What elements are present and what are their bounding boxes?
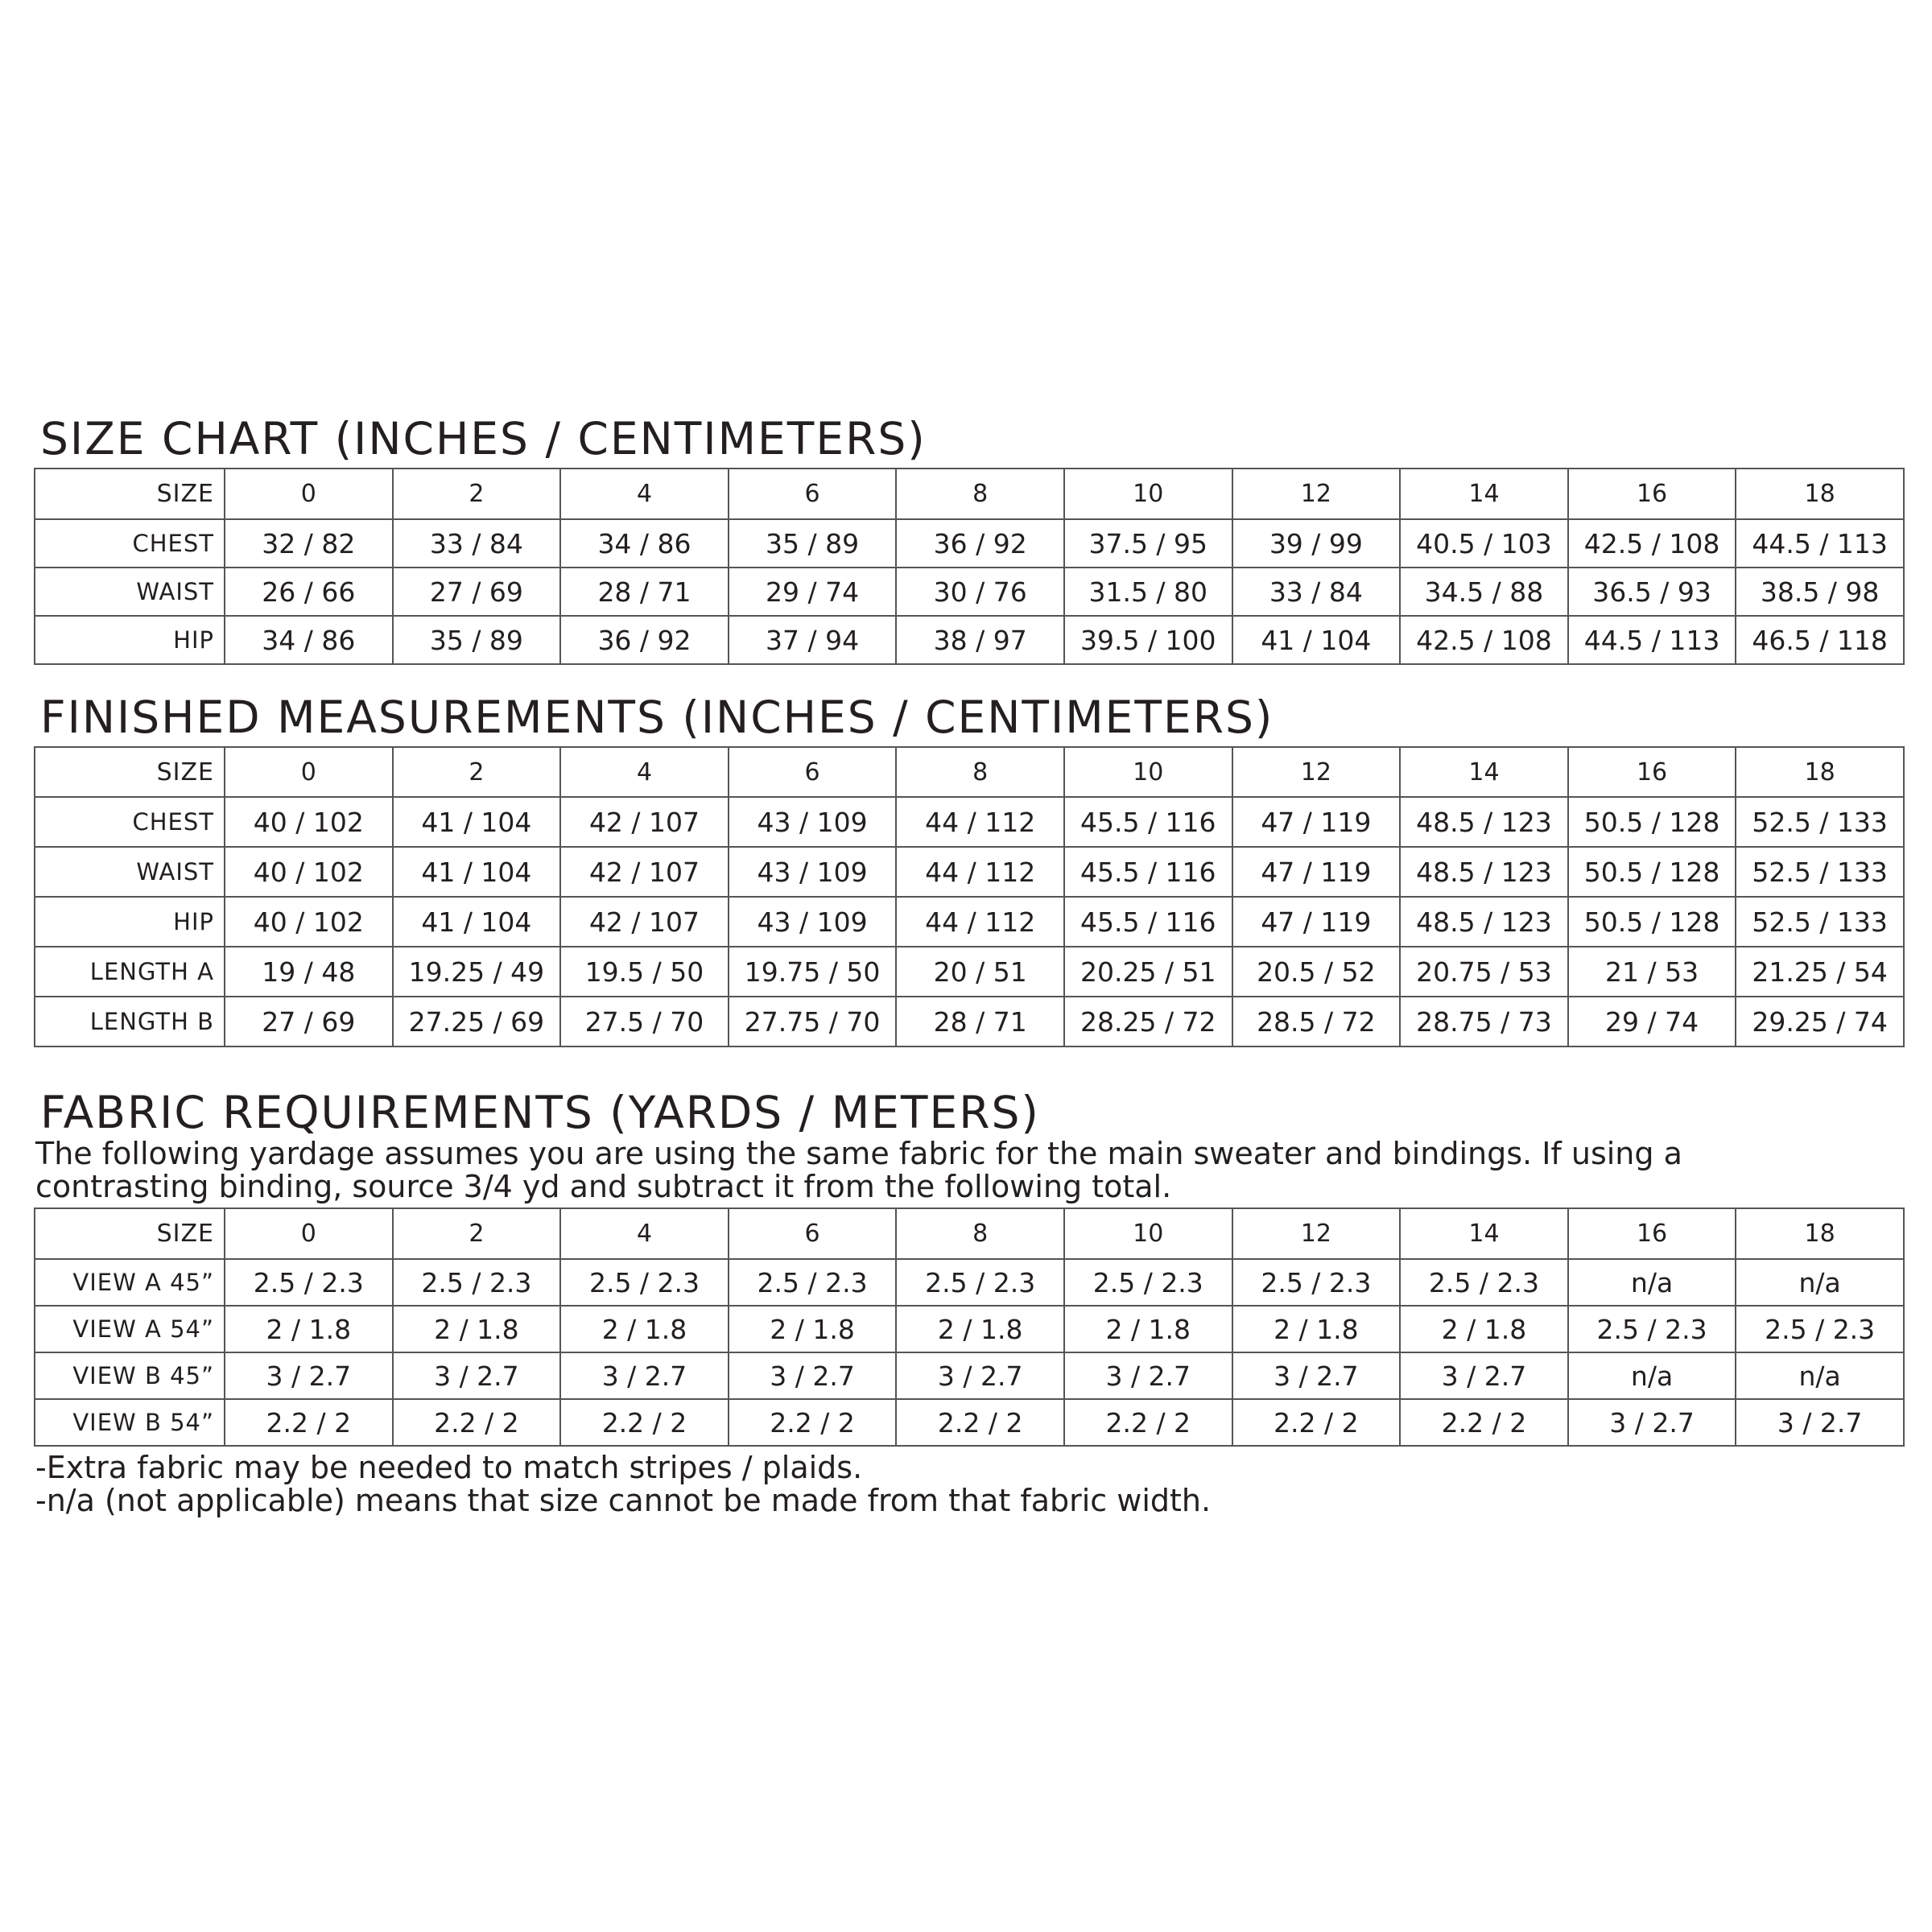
row-label: HIP bbox=[35, 897, 225, 947]
size-header-cell: 0 bbox=[225, 469, 393, 519]
table-row bbox=[35, 568, 1904, 616]
table-cell: 29.25 / 74 bbox=[1736, 997, 1904, 1046]
table-cell: 3 / 2.7 bbox=[393, 1352, 561, 1399]
table-cell: 43 / 109 bbox=[729, 847, 897, 897]
table-cell: 42 / 107 bbox=[560, 797, 729, 847]
size-header-cell: 8 bbox=[896, 469, 1064, 519]
table-row bbox=[35, 1352, 1904, 1399]
fabric-intro-line: contrasting binding, source 3/4 yd and subtract it from the following total. bbox=[35, 1169, 1172, 1204]
table-cell: 48.5 / 123 bbox=[1400, 847, 1568, 897]
table-cell: 2.5 / 2.3 bbox=[1568, 1306, 1736, 1352]
table-cell: 19.75 / 50 bbox=[729, 947, 897, 997]
table-row bbox=[35, 797, 1904, 847]
fabric-note: -Extra fabric may be needed to match stripes / plaids. bbox=[35, 1450, 863, 1485]
table-cell: 42.5 / 108 bbox=[1568, 519, 1736, 568]
table-cell: 33 / 84 bbox=[1232, 568, 1401, 616]
size-header-cell: 6 bbox=[729, 469, 897, 519]
table-row bbox=[35, 616, 1904, 664]
table-cell: 45.5 / 116 bbox=[1064, 847, 1232, 897]
table-cell: 44.5 / 113 bbox=[1736, 519, 1904, 568]
table-cell: 19 / 48 bbox=[225, 947, 393, 997]
table-cell: 47 / 119 bbox=[1232, 897, 1401, 947]
table-row bbox=[35, 1399, 1904, 1446]
fabric-requirements-title: FABRIC REQUIREMENTS (YARDS / METERS) bbox=[40, 1087, 1040, 1138]
table-cell: n/a bbox=[1568, 1352, 1736, 1399]
table-cell: 31.5 / 80 bbox=[1064, 568, 1232, 616]
table-cell: 2 / 1.8 bbox=[729, 1306, 897, 1352]
table-cell: 35 / 89 bbox=[393, 616, 561, 664]
row-label: WAIST bbox=[35, 568, 225, 616]
size-header-cell: 16 bbox=[1568, 747, 1736, 797]
size-header-cell: 12 bbox=[1232, 747, 1401, 797]
size-header-cell: 10 bbox=[1064, 747, 1232, 797]
table-cell: 2.2 / 2 bbox=[393, 1399, 561, 1446]
size-header-cell: 4 bbox=[560, 469, 729, 519]
table-cell: 39 / 99 bbox=[1232, 519, 1401, 568]
table-row bbox=[35, 897, 1904, 947]
table-cell: 3 / 2.7 bbox=[225, 1352, 393, 1399]
table-cell: 41 / 104 bbox=[1232, 616, 1401, 664]
row-label: CHEST bbox=[35, 797, 225, 847]
table-cell: 2 / 1.8 bbox=[1232, 1306, 1401, 1352]
table-cell: 52.5 / 133 bbox=[1736, 897, 1904, 947]
table-cell: 34 / 86 bbox=[225, 616, 393, 664]
size-header-cell: 14 bbox=[1400, 469, 1568, 519]
table-cell: 2.5 / 2.3 bbox=[1232, 1259, 1401, 1306]
size-header-cell: 12 bbox=[1232, 469, 1401, 519]
table-cell: 40 / 102 bbox=[225, 897, 393, 947]
table-cell: 19.25 / 49 bbox=[393, 947, 561, 997]
size-header-cell: 4 bbox=[560, 1208, 729, 1259]
table-cell: 43 / 109 bbox=[729, 897, 897, 947]
table-cell: 36 / 92 bbox=[896, 519, 1064, 568]
table-cell: n/a bbox=[1736, 1259, 1904, 1306]
table-cell: 3 / 2.7 bbox=[1232, 1352, 1401, 1399]
fabric-intro-text bbox=[35, 1137, 1682, 1203]
table-cell: 27 / 69 bbox=[225, 997, 393, 1046]
size-header-cell: 18 bbox=[1736, 747, 1904, 797]
table-cell: 2.5 / 2.3 bbox=[1736, 1306, 1904, 1352]
table-cell: 28.5 / 72 bbox=[1232, 997, 1401, 1046]
table-cell: 2 / 1.8 bbox=[225, 1306, 393, 1352]
table-cell: 2.5 / 2.3 bbox=[729, 1259, 897, 1306]
table-cell: 2 / 1.8 bbox=[560, 1306, 729, 1352]
size-header-cell: 0 bbox=[225, 747, 393, 797]
table-cell: 27 / 69 bbox=[393, 568, 561, 616]
table-cell: 20.25 / 51 bbox=[1064, 947, 1232, 997]
table-cell: 39.5 / 100 bbox=[1064, 616, 1232, 664]
table-cell: 52.5 / 133 bbox=[1736, 797, 1904, 847]
size-header-cell: 4 bbox=[560, 747, 729, 797]
size-header-cell: 18 bbox=[1736, 1208, 1904, 1259]
table-cell: 28 / 71 bbox=[560, 568, 729, 616]
table-cell: 40 / 102 bbox=[225, 797, 393, 847]
table-cell: 35 / 89 bbox=[729, 519, 897, 568]
size-header-cell: 10 bbox=[1064, 469, 1232, 519]
table-row bbox=[35, 1306, 1904, 1352]
table-cell: 2 / 1.8 bbox=[393, 1306, 561, 1352]
table-cell: 38.5 / 98 bbox=[1736, 568, 1904, 616]
table-cell: 2.2 / 2 bbox=[560, 1399, 729, 1446]
table-cell: 34.5 / 88 bbox=[1400, 568, 1568, 616]
table-cell: 48.5 / 123 bbox=[1400, 797, 1568, 847]
table-cell: 38 / 97 bbox=[896, 616, 1064, 664]
size-header-cell: 18 bbox=[1736, 469, 1904, 519]
table-cell: 3 / 2.7 bbox=[896, 1352, 1064, 1399]
table-cell: 20 / 51 bbox=[896, 947, 1064, 997]
size-chart-title: SIZE CHART (INCHES / CENTIMETERS) bbox=[40, 413, 927, 464]
table-cell: 33 / 84 bbox=[393, 519, 561, 568]
fabric-requirements-table bbox=[34, 1208, 1905, 1447]
table-cell: 45.5 / 116 bbox=[1064, 797, 1232, 847]
table-cell: 2.2 / 2 bbox=[1232, 1399, 1401, 1446]
fabric-note: -n/a (not applicable) means that size cannot be made from that fabric width. bbox=[35, 1483, 1212, 1518]
table-cell: 41 / 104 bbox=[393, 797, 561, 847]
table-cell: 30 / 76 bbox=[896, 568, 1064, 616]
table-cell: 50.5 / 128 bbox=[1568, 847, 1736, 897]
table-cell: 44 / 112 bbox=[896, 797, 1064, 847]
table-cell: 20.5 / 52 bbox=[1232, 947, 1401, 997]
table-cell: 28.75 / 73 bbox=[1400, 997, 1568, 1046]
table-cell: 2.2 / 2 bbox=[1400, 1399, 1568, 1446]
size-header-cell: 8 bbox=[896, 1208, 1064, 1259]
size-header-cell: 2 bbox=[393, 747, 561, 797]
table-cell: 36 / 92 bbox=[560, 616, 729, 664]
size-header-cell: 0 bbox=[225, 1208, 393, 1259]
table-cell: 2.2 / 2 bbox=[225, 1399, 393, 1446]
fabric-intro-line: The following yardage assumes you are using the same fabric for the main sweater and bindings. If using a bbox=[35, 1136, 1682, 1171]
table-cell: 27.25 / 69 bbox=[393, 997, 561, 1046]
table-cell: 2.5 / 2.3 bbox=[225, 1259, 393, 1306]
table-cell: 19.5 / 50 bbox=[560, 947, 729, 997]
table-cell: 34 / 86 bbox=[560, 519, 729, 568]
size-header-cell: 8 bbox=[896, 747, 1064, 797]
table-cell: 3 / 2.7 bbox=[729, 1352, 897, 1399]
table-row bbox=[35, 997, 1904, 1046]
table-cell: 3 / 2.7 bbox=[1568, 1399, 1736, 1446]
table-cell: 47 / 119 bbox=[1232, 847, 1401, 897]
table-cell: 44 / 112 bbox=[896, 847, 1064, 897]
row-label: LENGTH A bbox=[35, 947, 225, 997]
table-cell: 28 / 71 bbox=[896, 997, 1064, 1046]
size-header-cell: 6 bbox=[729, 1208, 897, 1259]
table-cell: 29 / 74 bbox=[1568, 997, 1736, 1046]
row-label: SIZE bbox=[35, 747, 225, 797]
table-cell: 3 / 2.7 bbox=[1736, 1399, 1904, 1446]
table-cell: 47 / 119 bbox=[1232, 797, 1401, 847]
row-label: SIZE bbox=[35, 1208, 225, 1259]
row-label: CHEST bbox=[35, 519, 225, 568]
finished-measurements-table bbox=[34, 746, 1905, 1047]
table-row bbox=[35, 847, 1904, 897]
table-cell: 21.25 / 54 bbox=[1736, 947, 1904, 997]
size-header-row bbox=[35, 469, 1904, 519]
table-cell: 40.5 / 103 bbox=[1400, 519, 1568, 568]
row-label: LENGTH B bbox=[35, 997, 225, 1046]
table-cell: 27.5 / 70 bbox=[560, 997, 729, 1046]
table-cell: 28.25 / 72 bbox=[1064, 997, 1232, 1046]
table-cell: 2 / 1.8 bbox=[1400, 1306, 1568, 1352]
table-cell: 3 / 2.7 bbox=[1400, 1352, 1568, 1399]
table-row bbox=[35, 1259, 1904, 1306]
table-cell: 20.75 / 53 bbox=[1400, 947, 1568, 997]
table-cell: 45.5 / 116 bbox=[1064, 897, 1232, 947]
size-header-cell: 6 bbox=[729, 747, 897, 797]
row-label: VIEW B 54” bbox=[35, 1399, 225, 1446]
table-cell: 52.5 / 133 bbox=[1736, 847, 1904, 897]
table-cell: 2.5 / 2.3 bbox=[896, 1259, 1064, 1306]
table-cell: 41 / 104 bbox=[393, 897, 561, 947]
table-cell: 2 / 1.8 bbox=[896, 1306, 1064, 1352]
table-cell: 2.5 / 2.3 bbox=[1064, 1259, 1232, 1306]
table-cell: 2 / 1.8 bbox=[1064, 1306, 1232, 1352]
table-cell: 2.2 / 2 bbox=[729, 1399, 897, 1446]
size-header-cell: 14 bbox=[1400, 1208, 1568, 1259]
table-cell: 2.2 / 2 bbox=[896, 1399, 1064, 1446]
table-cell: 40 / 102 bbox=[225, 847, 393, 897]
table-cell: 50.5 / 128 bbox=[1568, 897, 1736, 947]
table-cell: 42 / 107 bbox=[560, 897, 729, 947]
table-cell: 2.5 / 2.3 bbox=[560, 1259, 729, 1306]
row-label: VIEW A 54” bbox=[35, 1306, 225, 1352]
row-label: SIZE bbox=[35, 469, 225, 519]
table-row bbox=[35, 947, 1904, 997]
row-label: VIEW A 45” bbox=[35, 1259, 225, 1306]
table-cell: 2.2 / 2 bbox=[1064, 1399, 1232, 1446]
table-cell: 37.5 / 95 bbox=[1064, 519, 1232, 568]
finished-measurements-title: FINISHED MEASUREMENTS (INCHES / CENTIMETERS) bbox=[40, 691, 1274, 743]
table-cell: 43 / 109 bbox=[729, 797, 897, 847]
row-label: VIEW B 45” bbox=[35, 1352, 225, 1399]
table-cell: 21 / 53 bbox=[1568, 947, 1736, 997]
row-label: WAIST bbox=[35, 847, 225, 897]
table-cell: 36.5 / 93 bbox=[1568, 568, 1736, 616]
table-row bbox=[35, 519, 1904, 568]
size-header-cell: 16 bbox=[1568, 469, 1736, 519]
size-header-cell: 10 bbox=[1064, 1208, 1232, 1259]
table-cell: n/a bbox=[1568, 1259, 1736, 1306]
table-cell: 29 / 74 bbox=[729, 568, 897, 616]
table-cell: 3 / 2.7 bbox=[1064, 1352, 1232, 1399]
table-cell: 2.5 / 2.3 bbox=[393, 1259, 561, 1306]
table-cell: 50.5 / 128 bbox=[1568, 797, 1736, 847]
table-cell: 48.5 / 123 bbox=[1400, 897, 1568, 947]
table-cell: 46.5 / 118 bbox=[1736, 616, 1904, 664]
size-header-cell: 2 bbox=[393, 1208, 561, 1259]
table-cell: 41 / 104 bbox=[393, 847, 561, 897]
size-header-row bbox=[35, 747, 1904, 797]
table-cell: 42.5 / 108 bbox=[1400, 616, 1568, 664]
table-cell: 32 / 82 bbox=[225, 519, 393, 568]
fabric-notes bbox=[35, 1451, 1211, 1517]
table-cell: n/a bbox=[1736, 1352, 1904, 1399]
size-header-cell: 12 bbox=[1232, 1208, 1401, 1259]
size-header-cell: 14 bbox=[1400, 747, 1568, 797]
table-cell: 26 / 66 bbox=[225, 568, 393, 616]
size-header-cell: 16 bbox=[1568, 1208, 1736, 1259]
table-cell: 44.5 / 113 bbox=[1568, 616, 1736, 664]
table-cell: 44 / 112 bbox=[896, 897, 1064, 947]
table-cell: 3 / 2.7 bbox=[560, 1352, 729, 1399]
row-label: HIP bbox=[35, 616, 225, 664]
size-header-row bbox=[35, 1208, 1904, 1259]
size-chart-table bbox=[34, 468, 1905, 665]
table-cell: 37 / 94 bbox=[729, 616, 897, 664]
table-cell: 42 / 107 bbox=[560, 847, 729, 897]
size-header-cell: 2 bbox=[393, 469, 561, 519]
table-cell: 27.75 / 70 bbox=[729, 997, 897, 1046]
table-cell: 2.5 / 2.3 bbox=[1400, 1259, 1568, 1306]
